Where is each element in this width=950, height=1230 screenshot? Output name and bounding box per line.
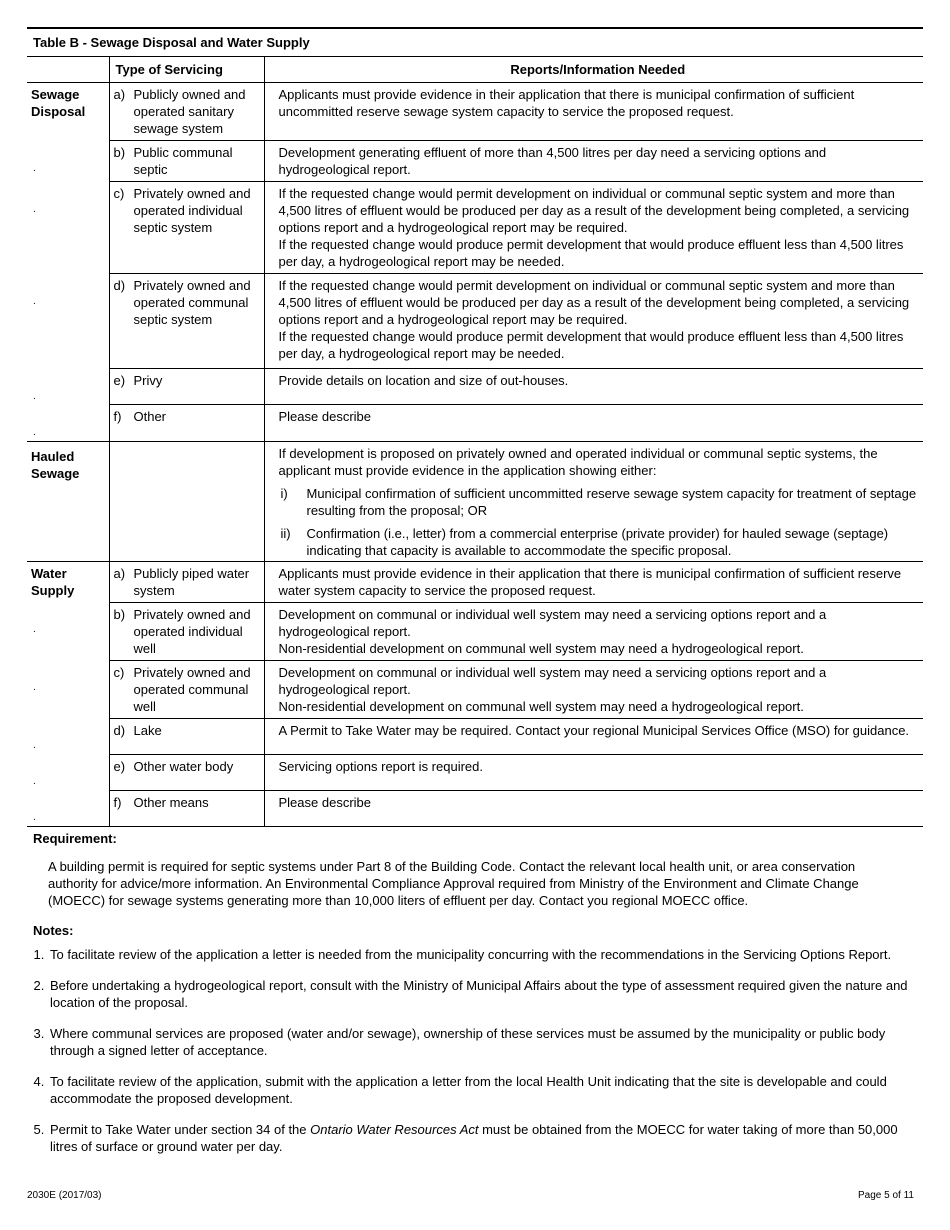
reports-needed-cell: [264, 182, 923, 274]
servicing-type-cell: [109, 405, 264, 442]
item-letter: c): [113, 186, 125, 201]
note-5-before: Permit to Take Water under section 34 of the: [50, 1122, 311, 1137]
note-item: 3. Where communal services are proposed (water and/or sewage), ownership of these services must be assumed by the municipality or public body through a signed letter of acceptance.: [48, 1025, 913, 1059]
option-text: Confirmation (i.e., letter) from a commercial enterprise (private provider) for hauled sewage (septage) indicating that capacity is available to accommodate the specific proposal.: [306, 525, 889, 558]
table-row: [27, 141, 923, 182]
reports-needed-cell: [264, 83, 923, 141]
item-letter: b): [113, 145, 126, 160]
item-letter: d): [113, 278, 126, 293]
servicing-type: [114, 372, 260, 389]
servicing-table: [27, 27, 923, 827]
servicing-type: [114, 794, 260, 811]
reports-needed-cell: [264, 754, 923, 790]
bullet-dot: .: [33, 812, 36, 823]
section-label: Sewage Disposal: [31, 87, 86, 119]
servicing-type-label: Privately owned and operated individual septic system: [133, 186, 251, 235]
section-label-cell: [27, 790, 109, 827]
item-letter: b): [113, 606, 126, 622]
reports-needed-cell: [264, 561, 923, 602]
report-text: Applicants must provide evidence in their application that there is municipal confirmation of sufficient uncommitted reserve sewage system capacity to service the proposed request.: [278, 87, 855, 119]
table-row: [27, 274, 923, 369]
table-row: [27, 182, 923, 274]
section-label-cell: [27, 141, 109, 182]
table-row: [27, 83, 923, 141]
reports-needed-cell: [264, 405, 923, 442]
servicing-type-cell: [109, 561, 264, 602]
reports-needed-cell: [264, 718, 923, 754]
report-text: A Permit to Take Water may be required. Contact your regional Municipal Services Office (MSO) for guidance.: [278, 722, 910, 738]
section-label: Hauled Sewage: [31, 448, 80, 481]
servicing-type-cell: [109, 754, 264, 790]
table-title: Table B - Sewage Disposal and Water Supply: [27, 28, 923, 57]
section-label-cell: [27, 660, 109, 718]
hauled-option: [279, 485, 920, 519]
reports-needed-cell: [264, 441, 923, 561]
table-row: [27, 602, 923, 660]
servicing-type: [114, 565, 260, 599]
reports-needed-cell: [264, 141, 923, 182]
header-type: Type of Servicing: [109, 57, 264, 83]
reports-needed-cell: [264, 790, 923, 827]
servicing-type: [114, 277, 260, 328]
servicing-type-cell: [109, 369, 264, 405]
note-5-after: must be obtained from the MOECC for water taking of more than 50,000 litres of surface or ground water per day.: [50, 1122, 898, 1154]
servicing-type-cell: [109, 83, 264, 141]
item-letter: a): [113, 565, 126, 581]
section-label-cell: [27, 718, 109, 754]
reports-needed-cell: [264, 274, 923, 369]
bullet-dot: .: [33, 162, 36, 174]
table-row: [27, 790, 923, 827]
requirement-heading: Requirement:: [33, 831, 117, 846]
option-number: i): [280, 485, 288, 501]
servicing-type-label: Other: [133, 409, 167, 424]
item-letter: a): [113, 87, 126, 102]
bullet-dot: .: [33, 682, 36, 693]
form-id: 2030E (2017/03): [27, 1190, 102, 1201]
servicing-type: [114, 144, 260, 178]
option-number: ii): [280, 525, 291, 541]
section-label-cell: [27, 754, 109, 790]
report-text: Please describe: [278, 794, 371, 810]
bullet-dot: .: [33, 426, 36, 438]
servicing-type-cell: [109, 790, 264, 827]
section-label-cell: [27, 369, 109, 405]
table-row: [27, 441, 923, 561]
servicing-type-label: Privy: [133, 373, 163, 388]
table-row: [27, 754, 923, 790]
servicing-type-cell: [109, 660, 264, 718]
servicing-type-label: Publicly owned and operated sanitary sewage system: [133, 87, 246, 136]
note-item: 2. Before undertaking a hydrogeological report, consult with the Ministry of Municipal Affairs about the type of assessment required given the nature and location of the proposal.: [48, 977, 913, 1011]
act-name: Ontario Water Resources Act: [310, 1122, 479, 1137]
servicing-type-label: Publicly piped water system: [133, 565, 250, 598]
section-label-cell: [27, 182, 109, 274]
item-letter: e): [113, 758, 126, 774]
note-item: 4. To facilitate review of the application, submit with the application a letter from the local Health Unit indicating that the site is developable and could accommodate the proposed development.: [48, 1073, 913, 1107]
item-letter: c): [113, 664, 125, 680]
servicing-type-label: Other means: [133, 794, 209, 810]
note-item: [48, 1121, 913, 1155]
servicing-type: [114, 722, 260, 739]
servicing-type-cell: [109, 141, 264, 182]
servicing-type: [114, 86, 260, 137]
servicing-type: [114, 185, 260, 236]
document-page: [27, 27, 923, 1169]
option-text: Municipal confirmation of sufficient uncommitted reserve sewage system capacity for treatment of septage resulting from the proposal; OR: [306, 485, 917, 518]
bullet-dot: .: [33, 740, 36, 751]
report-text: Non-residential development on communal well system may need a hydrogeological report.: [278, 640, 804, 656]
table-row: [27, 369, 923, 405]
reports-needed-cell: [264, 660, 923, 718]
report-text: If the requested change would produce permit development that would produce effluent less than 4,500 litres per day, a hydrogeological report may be needed.: [278, 237, 904, 269]
hauled-intro: If development is proposed on privately owned and operated individual or communal septic systems, the applicant must provide evidence in the application showing either:: [278, 445, 878, 478]
bullet-dot: .: [33, 624, 36, 635]
report-text: If the requested change would produce permit development that would produce effluent less than 4,500 litres per day, a hydrogeological report may be needed.: [278, 329, 904, 361]
reports-needed-cell: [264, 602, 923, 660]
servicing-type-cell: [109, 182, 264, 274]
report-text: Provide details on location and size of out-houses.: [278, 373, 569, 388]
servicing-type-label: Privately owned and operated communal well: [133, 664, 251, 714]
page-number: Page 5 of 11: [858, 1190, 914, 1201]
servicing-type: [114, 606, 260, 657]
section-label: Water Supply: [31, 565, 75, 598]
item-letter: d): [113, 722, 126, 738]
report-text: Development generating effluent of more than 4,500 litres per day need a servicing options and hydrogeological report.: [278, 145, 827, 177]
section-label-cell: [27, 441, 109, 561]
section-label-cell: [27, 274, 109, 369]
section-label-cell: [27, 405, 109, 442]
servicing-type-label: Privately owned and operated individual well: [133, 606, 251, 656]
bullet-dot: .: [33, 776, 36, 787]
servicing-type-label: Privately owned and operated communal septic system: [133, 278, 251, 327]
servicing-type-cell: [109, 602, 264, 660]
servicing-type-label: Other water body: [133, 758, 234, 774]
section-label-cell: [27, 602, 109, 660]
bullet-dot: .: [33, 390, 36, 402]
report-text: Development on communal or individual well system may need a servicing options report and a hydrogeological report.: [278, 606, 827, 639]
table-row: [27, 718, 923, 754]
servicing-type-cell: [109, 441, 264, 561]
notes-list: [27, 946, 913, 1155]
servicing-type: [114, 408, 260, 425]
item-letter: e): [113, 373, 126, 388]
reports-needed-cell: [264, 369, 923, 405]
report-text: Development on communal or individual well system may need a servicing options report and a hydrogeological report.: [278, 664, 827, 697]
bullet-dot: .: [33, 203, 36, 215]
report-text: Applicants must provide evidence in their application that there is municipal confirmation of sufficient reserve water system capacity to service the proposed request.: [278, 565, 902, 598]
item-letter: f): [113, 409, 122, 424]
item-letter: f): [113, 794, 122, 810]
section-label-cell: [27, 561, 109, 602]
report-text: If the requested change would permit development on individual or communal septic system and more than 4,500 litres of effluent would be produced per day as a result of the development being completed, a servicing options report and a hydrogeological report may be required.: [278, 186, 910, 235]
section-label-cell: [27, 83, 109, 141]
servicing-type-cell: [109, 718, 264, 754]
header-blank: [27, 57, 109, 83]
report-text: Servicing options report is required.: [278, 758, 483, 774]
servicing-type: [114, 664, 260, 715]
header-reports: Reports/Information Needed: [264, 57, 923, 83]
servicing-type-label: Public communal septic: [133, 145, 233, 177]
hauled-option: [279, 525, 920, 559]
report-text: If the requested change would permit development on individual or communal septic system and more than 4,500 litres of effluent would be produced per day as a result of the development being completed, a servicing options report and a hydrogeological report may be required.: [278, 278, 910, 327]
report-text: Please describe: [278, 409, 371, 424]
note-item: 1. To facilitate review of the application a letter is needed from the municipality concurring with the recommendations in the Servicing Options Report.: [48, 946, 913, 963]
table-row: [27, 561, 923, 602]
requirement-text: A building permit is required for septic systems under Part 8 of the Building Code. Contact the relevant local health unit, or area conservation authority for advice/more information. An Environmental Compliance Approval required from Ministry of the Environment and Climate Change (MOECC) for sewage systems generating more than 10,000 liters of effluent per day. Contact you regional MOECC office.: [48, 859, 859, 908]
table-row: [27, 405, 923, 442]
servicing-type-label: Lake: [133, 722, 162, 738]
report-text: Non-residential development on communal well system may need a hydrogeological report.: [278, 698, 804, 714]
bullet-dot: .: [33, 295, 36, 307]
table-row: [27, 660, 923, 718]
notes-heading: Notes:: [33, 923, 74, 938]
servicing-type: [114, 758, 260, 775]
servicing-type-cell: [109, 274, 264, 369]
